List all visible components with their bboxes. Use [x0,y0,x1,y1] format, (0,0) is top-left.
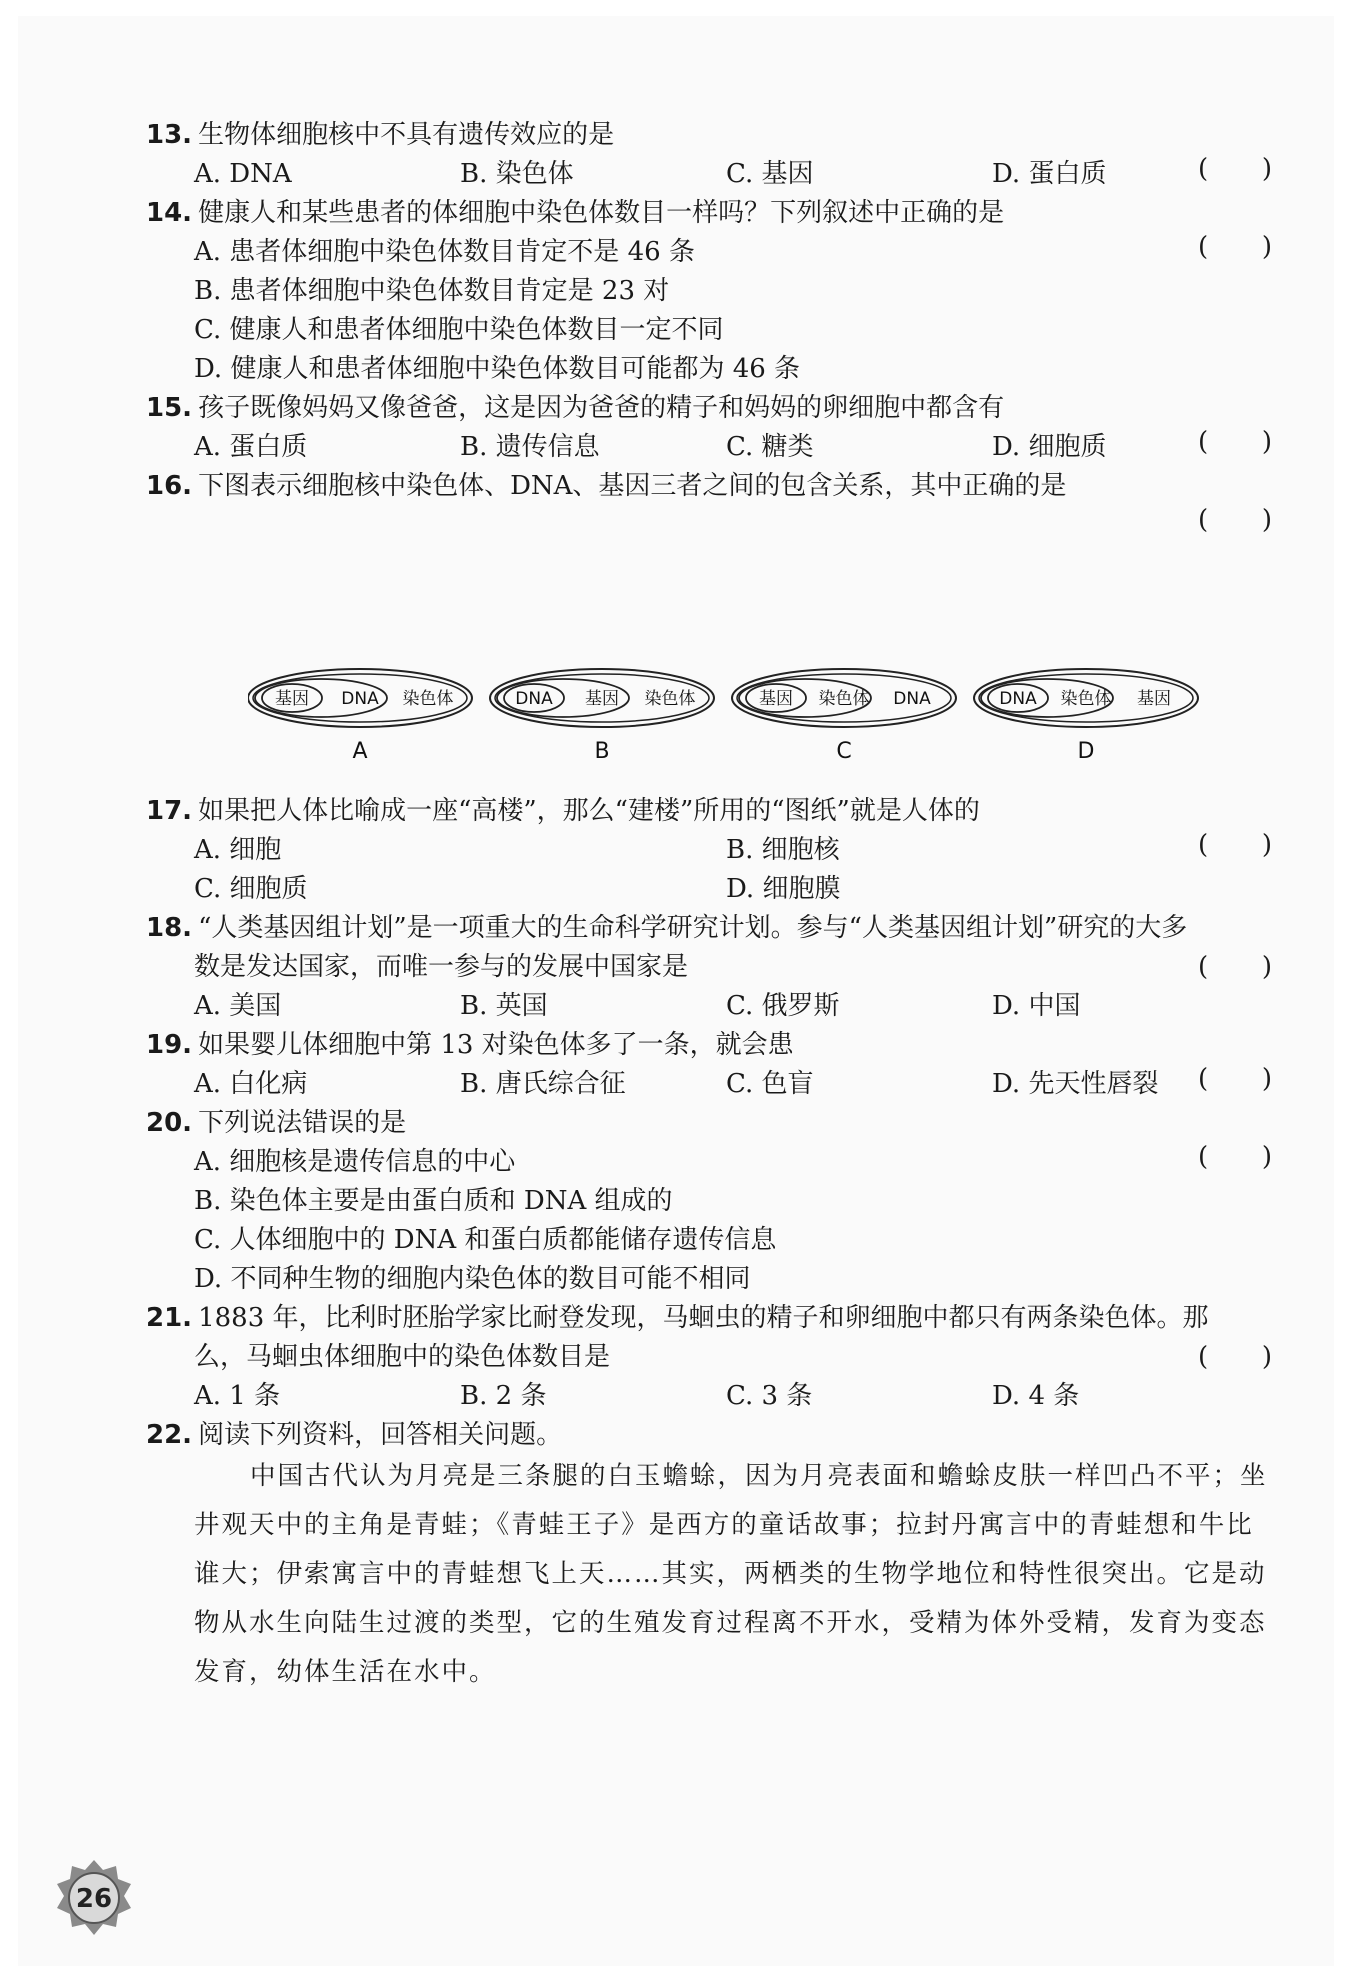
answer-blank[interactable]: ( ) [1198,1342,1272,1372]
option-c[interactable]: C. 色盲 [726,1069,814,1099]
answer-blank[interactable]: ( ) [1198,830,1272,860]
option-a[interactable]: A. DNA [194,159,292,189]
answer-blank[interactable]: ( ) [1198,1142,1272,1172]
reading-passage: 中国古代认为月亮是三条腿的白玉蟾蜍，因为月亮表面和蟾蜍皮肤一样凹凸不平；坐井观天中的主角是青蛙；《青蛙王子》是西方的童话故事；拉封丹寓言中的青蛙想和牛比谁大；伊索寓言中的青蛙想飞上天……其实，两栖类的生物学地位和特性很突出。它是动物从水生向陆生过渡的类型，它的生殖发育过程离不开水，受精为体外受精，发育为变态发育，幼体生活在水中。 [194,1461,1268,1687]
option-d[interactable]: D. 健康人和患者体细胞中染色体数目可能都为 46 条 [194,354,801,384]
workbook-page [18,16,1334,1966]
option-letter: C [836,739,852,764]
option-b[interactable]: B. 唐氏综合征 [460,1069,626,1099]
option-a[interactable]: A. 细胞核是遗传信息的中心 [194,1147,516,1177]
inner-label: DNA [999,689,1037,709]
option-c[interactable]: C. 细胞质 [194,874,308,904]
option-letter: A [352,739,368,764]
option-c[interactable]: C. 俄罗斯 [726,991,840,1021]
option-d[interactable]: D. 中国 [992,991,1081,1021]
option-b[interactable]: B. 患者体细胞中染色体数目肯定是 23 对 [194,276,670,306]
outer-label: 染色体 [644,689,696,709]
question-number: 14. [146,198,193,228]
outer-label: 基因 [1137,689,1171,709]
answer-blank[interactable]: ( ) [1198,505,1272,535]
option-a[interactable]: A. 美国 [194,991,282,1021]
option-c[interactable]: C. 3 条 [726,1381,813,1411]
middle-label: DNA [341,689,379,709]
option-d[interactable]: D. 细胞质 [992,432,1107,462]
question-stem: 孩子既像妈妈又像爸爸，这是因为爸爸的精子和妈妈的卵细胞中都含有 [198,393,1005,423]
outer-label: DNA [893,689,931,709]
diagram-option-c [732,669,956,764]
badge-star-icon [54,1858,134,1938]
option-c[interactable]: C. 人体细胞中的 DNA 和蛋白质都能储存遗传信息 [194,1225,777,1255]
question-18 [146,911,1334,945]
option-a[interactable]: A. 患者体细胞中染色体数目肯定不是 46 条 [194,237,695,267]
question-stem-continued: 么，马蛔虫体细胞中的染色体数目是 [194,1342,611,1372]
question-number: 20. [146,1108,193,1138]
answer-blank[interactable]: ( ) [1198,427,1272,457]
question-stem: 阅读下列资料，回答相关问题。 [198,1420,563,1450]
diagram-option-d [974,669,1198,764]
option-d[interactable]: D. 先天性唇裂 [992,1069,1159,1099]
question-stem: 下图表示细胞核中染色体、DNA、基因三者之间的包含关系，其中正确的是 [198,471,1067,501]
middle-label: 染色体 [818,689,870,709]
answer-blank[interactable]: ( ) [1198,1064,1272,1094]
page-number-badge [54,1858,134,1938]
question-16 [146,469,1334,535]
inner-label: DNA [515,689,553,709]
question-21 [146,1301,1334,1335]
question-number: 15. [146,393,193,423]
answer-blank[interactable]: ( ) [1198,952,1272,982]
option-b[interactable]: B. 细胞核 [726,835,840,865]
question-number: 19. [146,1030,193,1060]
answer-blank[interactable]: ( ) [1198,232,1272,262]
option-c[interactable]: C. 基因 [726,159,814,189]
question-22 [146,1418,1334,1452]
question-stem: 健康人和某些患者的体细胞中染色体数目一样吗？下列叙述中正确的是 [198,198,1005,228]
middle-label: 基因 [585,689,619,709]
option-c[interactable]: C. 糖类 [726,432,814,462]
question-number: 22. [146,1420,193,1450]
question-number: 18. [146,913,193,943]
outer-label: 染色体 [402,689,454,709]
question-number: 21. [146,1303,193,1333]
nested-ellipse-diagram [248,658,1208,778]
question-stem: “人类基因组计划”是一项重大的生命科学研究计划。参与“人类基因组计划”研究的大多 [198,913,1188,943]
option-a[interactable]: A. 细胞 [194,835,282,865]
inner-label: 基因 [275,689,309,709]
option-letter: B [594,739,610,764]
option-d[interactable]: D. 不同种生物的细胞内染色体的数目可能不相同 [194,1264,751,1294]
option-b[interactable]: B. 染色体主要是由蛋白质和 DNA 组成的 [194,1186,673,1216]
question-stem: 如果把人体比喻成一座“高楼”，那么“建楼”所用的“图纸”就是人体的 [198,796,980,826]
diagram-svg [248,658,1208,778]
option-b[interactable]: B. 英国 [460,991,548,1021]
question-stem-continued: 数是发达国家，而唯一参与的发展中国家是 [194,952,689,982]
question-number: 16. [146,471,193,501]
option-b[interactable]: B. 遗传信息 [460,432,600,462]
option-d[interactable]: D. 4 条 [992,1381,1080,1411]
question-number: 17. [146,796,193,826]
diagram-option-a [248,669,472,764]
question-stem: 生物体细胞核中不具有遗传效应的是 [198,120,615,150]
page-number: 26 [75,1884,113,1914]
question-number: 13. [146,120,193,150]
answer-blank[interactable]: ( ) [1198,154,1272,184]
question-stem: 如果婴儿体细胞中第 13 对染色体多了一条，就会患 [198,1030,794,1060]
option-letter: D [1077,739,1095,764]
question-stem: 下列说法错误的是 [198,1108,407,1138]
option-d[interactable]: D. 蛋白质 [992,159,1107,189]
inner-label: 基因 [759,689,793,709]
option-b[interactable]: B. 染色体 [460,159,574,189]
option-a[interactable]: A. 1 条 [194,1381,281,1411]
option-b[interactable]: B. 2 条 [460,1381,547,1411]
option-d[interactable]: D. 细胞膜 [726,874,841,904]
diagram-option-b [490,669,714,764]
middle-label: 染色体 [1060,689,1112,709]
question-stem: 1883 年，比利时胚胎学家比耐登发现，马蛔虫的精子和卵细胞中都只有两条染色体。那 [198,1303,1209,1333]
option-a[interactable]: A. 白化病 [194,1069,308,1099]
option-a[interactable]: A. 蛋白质 [194,432,308,462]
option-c[interactable]: C. 健康人和患者体细胞中染色体数目一定不同 [194,315,724,345]
